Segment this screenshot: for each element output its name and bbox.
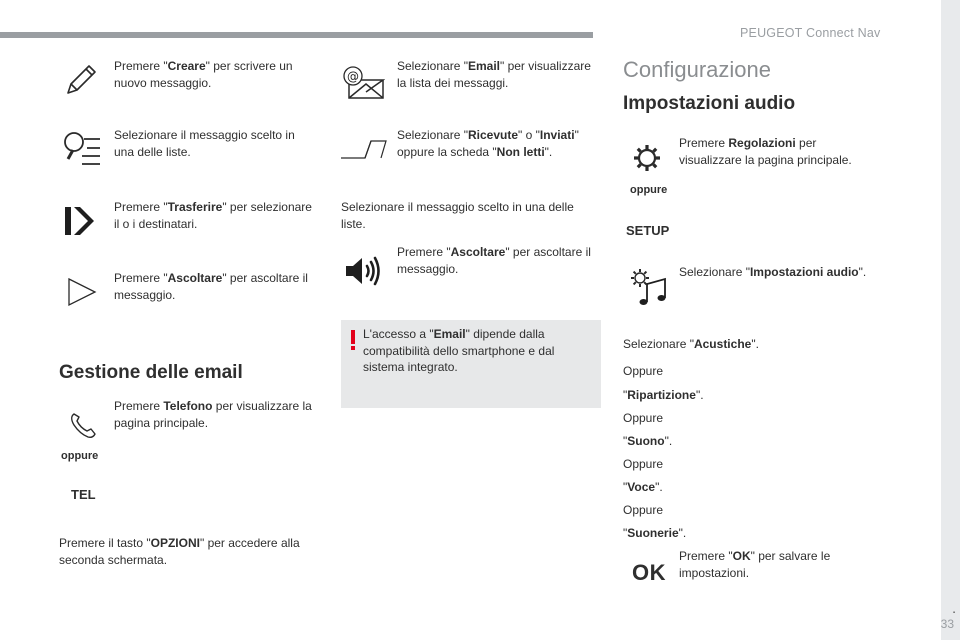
forward-icon bbox=[62, 203, 98, 239]
top-rule bbox=[0, 32, 593, 38]
oppure-2: Oppure bbox=[623, 457, 664, 471]
tabs-icon bbox=[341, 138, 387, 162]
col3-p2: Selezionare "Impostazioni audio". bbox=[679, 265, 867, 279]
col1-p3: Premere "Trasferire" per selezionare il o i destinatari. bbox=[114, 200, 312, 231]
svg-text:@: @ bbox=[347, 69, 359, 84]
col1-p4: Premere "Ascoltare" per ascoltare il messaggio. bbox=[114, 271, 308, 302]
note-text: L'accesso a "Email" dipende dalla compatibilità dello smartphone e dal sistema integrato. bbox=[363, 327, 555, 374]
gear-icon bbox=[632, 143, 662, 173]
oppure-0: Oppure bbox=[623, 364, 664, 378]
option-ripartizione: "Ripartizione". bbox=[623, 388, 704, 402]
audio-settings-title: Impostazioni audio bbox=[623, 93, 796, 114]
col3-oppure: oppure bbox=[630, 184, 668, 196]
play-icon bbox=[66, 276, 98, 308]
oppure-3: Oppure bbox=[623, 503, 664, 517]
col2-p2: Selezionare "Ricevute" o "Inviati" oppure la scheda "Non letti". bbox=[397, 128, 579, 159]
col1-p2: Selezionare il messaggio scelto in una delle liste. bbox=[114, 128, 295, 159]
side-strip bbox=[941, 0, 960, 640]
header-title: PEUGEOT Connect Nav bbox=[740, 26, 881, 40]
section-title-email: Gestione delle email bbox=[59, 362, 243, 383]
col1-oppure: oppure bbox=[61, 450, 99, 462]
col2-p3: Selezionare il messaggio scelto in una delle liste. bbox=[341, 200, 574, 231]
search-list-icon bbox=[60, 126, 104, 170]
col2-p4: Premere "Ascoltare" per ascoltare il messaggio. bbox=[397, 245, 591, 276]
col3-p3: Selezionare "Acustiche". bbox=[623, 337, 759, 351]
email-icon bbox=[341, 62, 385, 102]
phone-icon bbox=[68, 410, 98, 440]
page-number: 33 bbox=[940, 617, 954, 631]
col1-p1: Premere "Creare" per scrivere un nuovo messaggio. bbox=[114, 59, 293, 90]
col3-p1: Premere Regolazioni per visualizzare la pagina principale. bbox=[679, 136, 852, 167]
page-dot: . bbox=[952, 600, 956, 616]
col1-p5: Premere Telefono per visualizzare la pagina principale. bbox=[114, 399, 312, 430]
audio-settings-icon bbox=[630, 268, 670, 308]
setup-label: SETUP bbox=[626, 223, 670, 238]
option-suonerie: "Suonerie". bbox=[623, 526, 687, 540]
option-suono: "Suono". bbox=[623, 434, 673, 448]
note-box bbox=[341, 320, 601, 408]
col1-p6: Premere il tasto "OPZIONI" per accedere alla seconda schermata. bbox=[59, 536, 300, 567]
warning-icon bbox=[349, 330, 357, 350]
config-title: Configurazione bbox=[623, 57, 771, 82]
option-voce: "Voce". bbox=[623, 480, 663, 494]
col2-p1: Selezionare "Email" per visualizzare la lista dei messaggi. bbox=[397, 59, 591, 90]
ok-label: OK bbox=[632, 560, 666, 585]
oppure-1: Oppure bbox=[623, 411, 664, 425]
tel-label: TEL bbox=[71, 487, 96, 502]
speaker-icon bbox=[344, 256, 382, 286]
pencil-icon bbox=[62, 60, 100, 98]
col3-p4: Premere "OK" per salvare le impostazioni. bbox=[679, 549, 831, 580]
